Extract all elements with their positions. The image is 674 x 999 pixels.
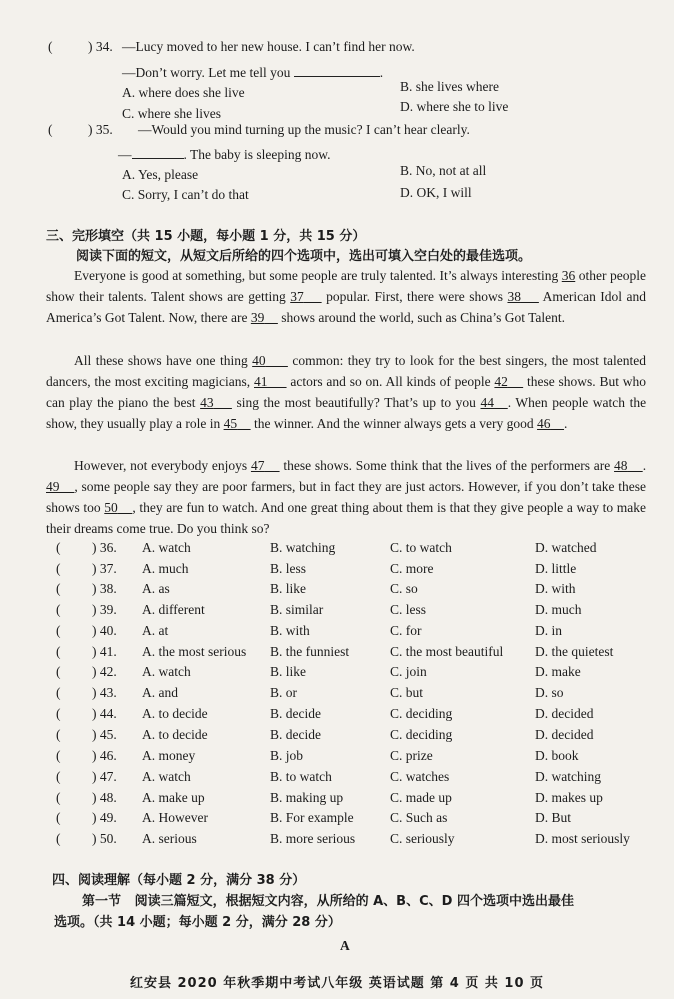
option-d[interactable]: D. makes up <box>535 790 603 805</box>
passage-paragraph-2: All these shows have one thing 40 common: they try to look for the best singers, the most talented dancers, the most exciting magicians, 41 actors and so on. All kinds of people 42 these shows. But who can play the piano the best 43 sing the most beautifully? That’s up to you 44 . When people watch the show, they usually play a role in 45 the winner. And the winner always gets a very good 46 . <box>46 353 647 431</box>
option-c[interactable]: C. Such as <box>390 810 448 825</box>
option-b[interactable]: B. For example <box>270 810 354 825</box>
option-row-41 <box>56 642 656 662</box>
option-a[interactable]: A. watch <box>142 664 191 679</box>
passage-paragraph-1: Everyone is good at something, but some people are truly talented. It’s always interesting 36 other people show their talents. Talent shows are getting 37 popular. First, there were shows 38 American Idol and America’s Got Talent. Now, there are 39 shows around the world, such as China’s Got Talent. <box>46 268 647 325</box>
option-d[interactable]: D. most seriously <box>535 831 630 846</box>
answer-paren: ( <box>56 581 61 596</box>
option-a[interactable]: A. make up <box>142 790 205 805</box>
option-d[interactable]: D. the quietest <box>535 644 614 659</box>
option-c[interactable]: C. for <box>390 623 422 638</box>
option-b[interactable]: B. job <box>270 748 304 763</box>
option-a[interactable]: A. much <box>142 561 189 576</box>
option-a[interactable]: A. to decide <box>142 727 208 742</box>
option-b[interactable]: B. more serious <box>270 831 356 846</box>
option-d: D. where she to live <box>400 99 509 114</box>
option-d[interactable]: D. watched <box>535 540 597 555</box>
option-b[interactable]: B. with <box>270 623 310 638</box>
answer-paren: ( <box>56 769 61 784</box>
blank-42[interactable]: 42 <box>494 374 508 389</box>
question-number: ) 41. <box>92 644 117 659</box>
answer-paren: ( <box>56 748 61 763</box>
option-row-47 <box>56 767 656 787</box>
question-number: ) 34. <box>88 39 113 54</box>
option-a[interactable]: A. serious <box>142 831 197 846</box>
option-a[interactable]: A. watch <box>142 769 191 784</box>
question-number: ) 37. <box>92 561 117 576</box>
option-b[interactable]: B. or <box>270 685 297 700</box>
option-row-44 <box>56 704 656 724</box>
option-d: D. OK, I will <box>400 185 472 200</box>
option-a[interactable]: A. watch <box>142 540 191 555</box>
answer-paren: ( <box>56 810 61 825</box>
question-number: ) 40. <box>92 623 117 638</box>
answer-paren: ( <box>56 540 61 555</box>
option-b[interactable]: B. decide <box>270 727 321 742</box>
blank-36[interactable]: 36 <box>561 268 576 283</box>
option-c: C. where she lives <box>122 106 221 121</box>
option-row-46 <box>56 746 656 766</box>
option-b[interactable]: B. to watch <box>270 769 332 784</box>
option-d[interactable]: D. make <box>535 664 581 679</box>
blank-39[interactable]: 39 <box>250 310 265 325</box>
option-c[interactable]: C. made up <box>390 790 452 805</box>
blank-40[interactable]: 40 <box>252 353 266 368</box>
option-d[interactable]: D. decided <box>535 706 594 721</box>
answer-paren: ( <box>48 122 53 137</box>
option-c[interactable]: C. prize <box>390 748 433 763</box>
question-number: ) 50. <box>92 831 117 846</box>
question-reply: — . The baby is sleeping now. <box>118 144 330 164</box>
blank-50[interactable]: 50 <box>104 500 118 515</box>
option-row-39 <box>56 600 656 620</box>
answer-paren: ( <box>56 727 61 742</box>
question-number: ) 47. <box>92 769 117 784</box>
question-number: ) 45. <box>92 727 117 742</box>
blank-43[interactable]: 43 <box>200 395 214 410</box>
section-4-instruction: 第一节 阅读三篇短文，根据短文内容，从所给的 A、B、C、D 四个选项中选出最佳 <box>82 894 574 909</box>
option-b[interactable]: B. less <box>270 561 307 576</box>
option-d[interactable]: D. so <box>535 685 564 700</box>
option-b[interactable]: B. like <box>270 664 306 679</box>
option-b: B. No, not at all <box>400 163 487 178</box>
option-a[interactable]: A. the most serious <box>142 644 247 659</box>
answer-paren: ( <box>56 602 61 617</box>
page-footer: 红安县 2020 年秋季期中考试八年级 英语试题 第 4 页 共 10 页 <box>129 976 545 991</box>
option-c[interactable]: C. the most beautiful <box>390 644 504 659</box>
option-a[interactable]: A. money <box>142 748 196 763</box>
answer-paren: ( <box>48 39 53 54</box>
section-3-instruction: 阅读下面的短文，从短文后所给的四个选项中，选出可填入空白处的最佳选项。 <box>76 249 532 264</box>
question-stem: —Lucy moved to her new house. I can’t find her now. <box>122 39 415 54</box>
option-a[interactable]: A. different <box>142 602 205 617</box>
question-number: ) 39. <box>92 602 117 617</box>
option-c[interactable]: C. join <box>390 664 427 679</box>
section-3-heading: 三、完形填空（共 15 小题，每小题 1 分，共 15 分） <box>46 229 366 244</box>
answer-paren: ( <box>56 831 61 846</box>
option-c[interactable]: C. watches <box>390 769 450 784</box>
passage-label: A <box>340 938 350 953</box>
blank-45[interactable]: 45 <box>223 416 238 431</box>
question-stem: —Would you mind turning up the music? I can’t hear clearly. <box>138 122 470 137</box>
option-row-48 <box>56 788 656 808</box>
option-row-37 <box>56 559 656 579</box>
option-c[interactable]: C. seriously <box>390 831 455 846</box>
option-d[interactable]: D. in <box>535 623 562 638</box>
option-d[interactable]: D. But <box>535 810 572 825</box>
option-a: A. Yes, please <box>122 167 199 182</box>
question-number: ) 48. <box>92 790 117 805</box>
question-number: ) 42. <box>92 664 117 679</box>
answer-blank[interactable] <box>132 144 184 159</box>
option-row-36 <box>56 538 656 558</box>
option-c: C. Sorry, I can’t do that <box>122 187 249 202</box>
answer-paren: ( <box>56 623 61 638</box>
option-a: A. where does she live <box>122 85 245 100</box>
option-c[interactable]: C. deciding <box>390 727 453 742</box>
question-number: ) 36. <box>92 540 117 555</box>
option-c[interactable]: C. but <box>390 685 424 700</box>
option-c[interactable]: C. to watch <box>390 540 452 555</box>
option-a[interactable]: A. to decide <box>142 706 208 721</box>
question-number: ) 43. <box>92 685 117 700</box>
blank-49[interactable]: 49 <box>46 479 60 494</box>
answer-paren: ( <box>56 706 61 721</box>
option-b[interactable]: B. making up <box>270 790 344 805</box>
option-c[interactable]: C. more <box>390 561 434 576</box>
blank-46[interactable]: 46 <box>537 416 551 431</box>
answer-paren: ( <box>56 561 61 576</box>
option-b[interactable]: B. the funniest <box>270 644 350 659</box>
question-reply: —Don’t worry. Let me tell you . <box>122 62 383 82</box>
question-number: ) 44. <box>92 706 117 721</box>
option-b: B. she lives where <box>400 79 499 94</box>
answer-paren: ( <box>56 644 61 659</box>
blank-47[interactable]: 47 <box>250 458 265 473</box>
option-d[interactable]: D. book <box>535 748 579 763</box>
option-b[interactable]: B. similar <box>270 602 324 617</box>
option-c[interactable]: C. deciding <box>390 706 453 721</box>
answer-paren: ( <box>56 685 61 700</box>
answer-blank[interactable] <box>294 62 380 77</box>
blank-48[interactable]: 48 <box>614 458 628 473</box>
blank-44[interactable]: 44 <box>480 395 495 410</box>
option-a[interactable]: A. as <box>142 581 170 596</box>
option-row-45 <box>56 725 656 745</box>
passage-paragraph-3: However, not everybody enjoys 47 these shows. Some think that the lives of the performers are 48 . 49 , some people say they are poor farmers, but in fact they are just actors. However, if you don’t take these shows too 50 , they are fun to watch. And one great thing about them is that they give people a way to make their dreams come true. Do you think so? <box>46 458 647 536</box>
blank-41[interactable]: 41 <box>254 374 268 389</box>
option-b[interactable]: B. like <box>270 581 306 596</box>
blank-37[interactable]: 37 <box>290 289 304 304</box>
option-row-38 <box>56 579 656 599</box>
section-4-heading: 四、阅读理解（每小题 2 分，满分 38 分） <box>52 873 306 888</box>
option-d[interactable]: D. watching <box>535 769 601 784</box>
option-a[interactable]: A. However <box>142 810 208 825</box>
option-row-49 <box>56 808 656 828</box>
question-number: ) 35. <box>88 122 113 137</box>
option-d[interactable]: D. little <box>535 561 577 576</box>
option-d[interactable]: D. much <box>535 602 582 617</box>
option-row-50 <box>56 829 656 849</box>
option-row-40 <box>56 621 656 641</box>
option-row-42 <box>56 662 656 682</box>
option-b[interactable]: B. decide <box>270 706 321 721</box>
question-number: ) 49. <box>92 810 117 825</box>
option-d[interactable]: D. with <box>535 581 576 596</box>
answer-paren: ( <box>56 790 61 805</box>
option-c[interactable]: C. less <box>390 602 427 617</box>
option-c[interactable]: C. so <box>390 581 418 596</box>
answer-paren: ( <box>56 664 61 679</box>
question-number: ) 46. <box>92 748 117 763</box>
option-a[interactable]: A. and <box>142 685 178 700</box>
option-a[interactable]: A. at <box>142 623 169 638</box>
option-b[interactable]: B. watching <box>270 540 336 555</box>
question-number: ) 38. <box>92 581 117 596</box>
section-4-instruction-cont: 选项。（共 14 小题；每小题 2 分，满分 28 分） <box>54 915 341 930</box>
option-d[interactable]: D. decided <box>535 727 594 742</box>
blank-38[interactable]: 38 <box>507 289 521 304</box>
option-row-43 <box>56 683 656 703</box>
